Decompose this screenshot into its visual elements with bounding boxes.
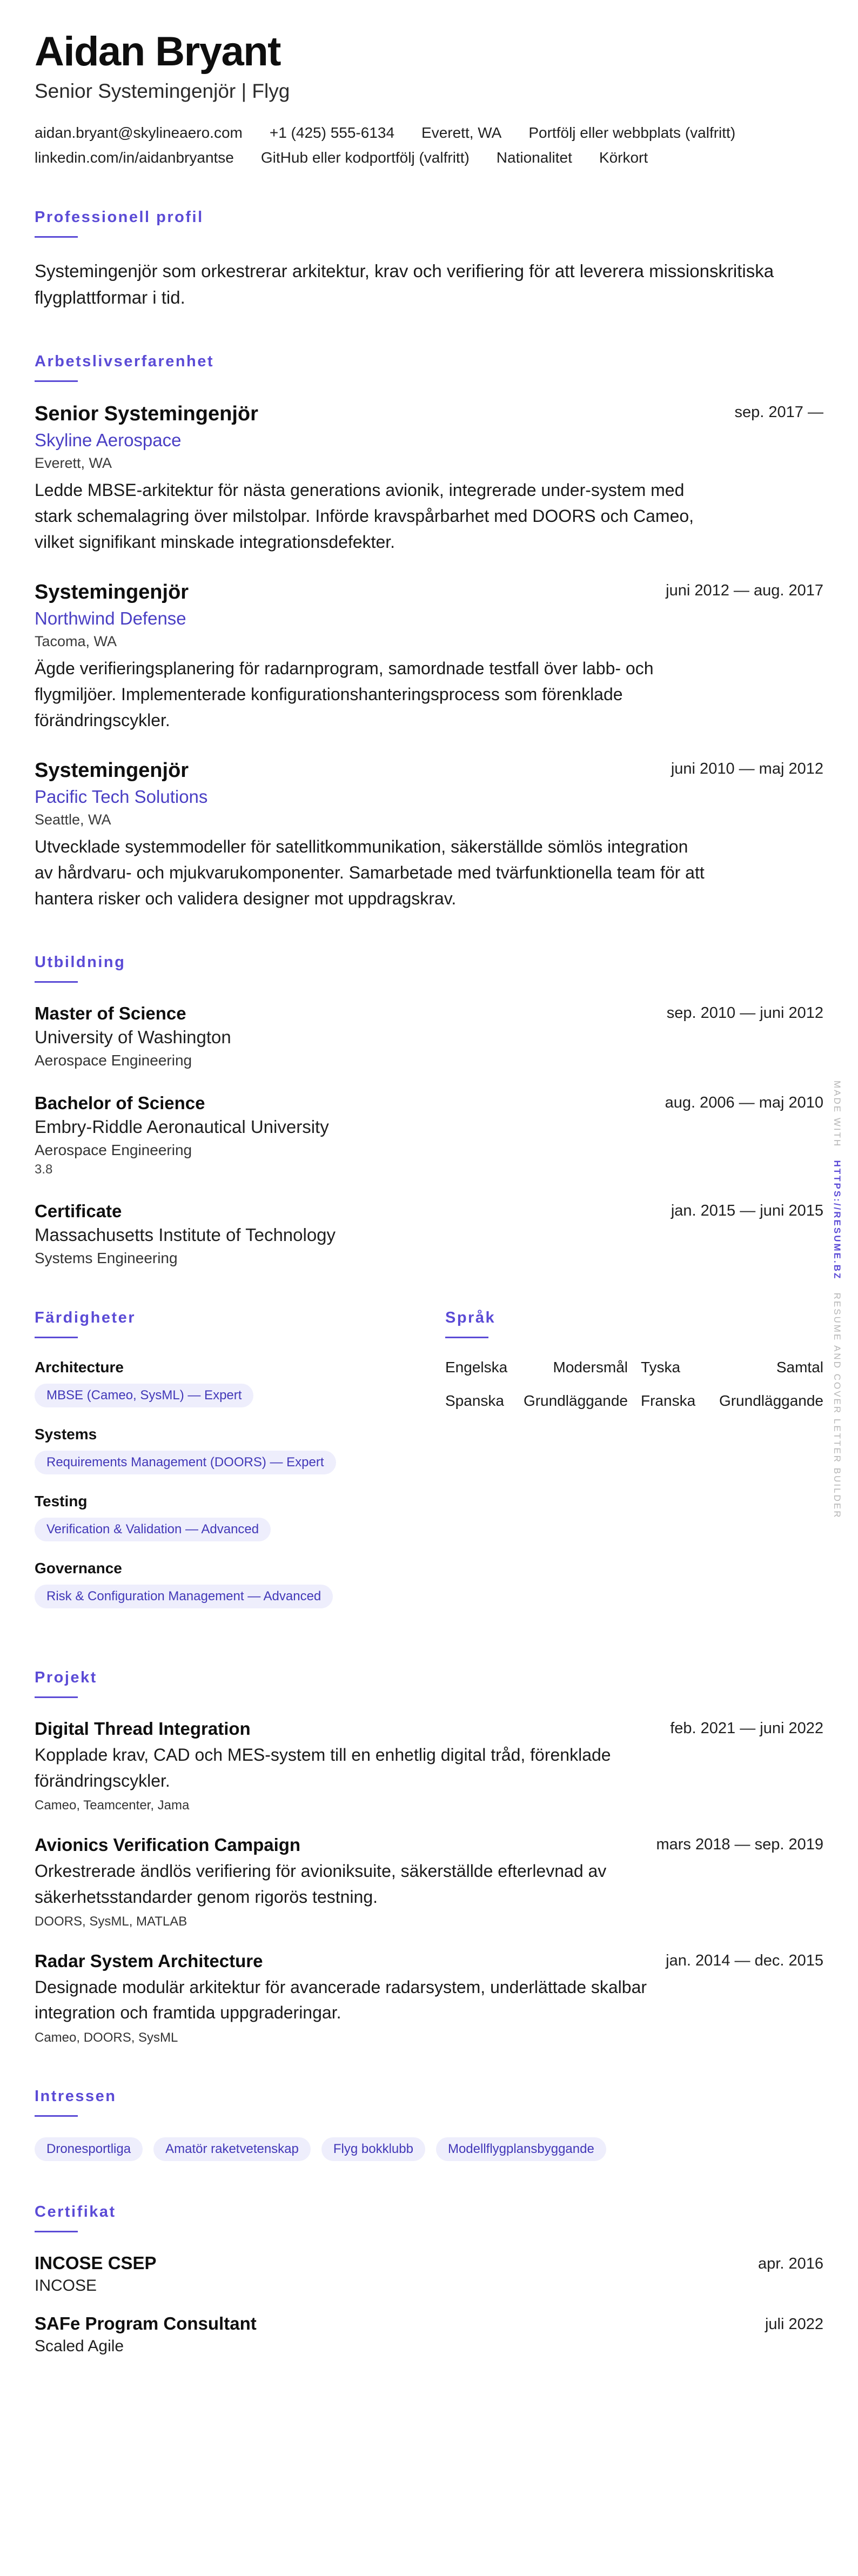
job-company: Northwind Defense [35,608,186,629]
experience-entry [35,581,823,733]
certificate-entry [35,2313,823,2356]
project-keywords: DOORS, SysML, MATLAB [35,1914,187,1929]
school: Embry-Riddle Aeronautical University [35,1117,329,1137]
skill-group [35,1493,445,1541]
project-date: jan. 2014 — dec. 2015 [666,1951,823,1969]
section-rule [35,981,78,983]
project-keywords: Cameo, Teamcenter, Jama [35,1798,190,1813]
section-rule [35,2231,78,2232]
interest-list [35,2137,823,2161]
contact-nationality: Nationalitet [496,149,572,166]
section-title: Projekt [35,1669,97,1687]
certificate-name: INCOSE CSEP [35,2252,157,2273]
section-title: Arbetslivserfarenhet [35,353,215,371]
job-description: Utvecklade systemmodeller för satellitkommunikation, säkerställde sömlös integration av hårdvaru- och mjukvarukomponenter. Samarbetade med tvärfunktionella team för att hantera risker och validera designer mot uppdragskrav. [35,837,705,909]
skill-name: Governance [35,1560,122,1577]
contact-location: Everett, WA [421,124,502,141]
skill-group [35,1426,445,1474]
certificate-date: juli 2022 [765,2315,823,2333]
language-row [445,1359,823,1376]
job-description: Ägde verifieringsplanering för radarnprogram, samordnade testfall över labb- och flygmiljöer. Implementerade konfigurationshanteringsprocess som förenklade förändringscykler. [35,659,654,730]
contact-list [35,124,813,166]
degree: Certificate [35,1201,122,1222]
job-company: Skyline Aerospace [35,430,182,451]
section-rule [35,2115,78,2117]
credit-link[interactable]: HTTPS://RESUME.BZ [832,1160,842,1280]
skill-group [35,1560,445,1608]
languages-section [445,1309,823,1627]
project-name: Avionics Verification Campaign [35,1835,301,1855]
section-title: Professionell profil [35,208,204,226]
certificate-issuer: INCOSE [35,2276,97,2295]
project-name: Radar System Architecture [35,1950,263,1971]
section-title: Språk [445,1309,496,1327]
language-item [641,1392,823,1410]
interest-chip: Dronesportliga [35,2137,143,2161]
study-area: Systems Engineering [35,1250,178,1267]
certificate-name: SAFe Program Consultant [35,2313,257,2333]
education-section [35,954,823,1267]
language-name: Tyska [641,1359,681,1376]
language-name: Franska [641,1392,696,1410]
skill-chip: Verification & Validation — Advanced [35,1518,271,1541]
education-date: aug. 2006 — maj 2010 [665,1094,823,1112]
section-rule [35,236,78,238]
language-row [445,1392,823,1410]
job-date: sep. 2017 — [734,404,823,421]
job-location: Tacoma, WA [35,633,117,650]
section-rule [35,1337,78,1338]
language-name: Engelska [445,1359,508,1376]
job-description: Ledde MBSE-arkitektur för nästa generations avionik, integrerade under-system med stark schemalagring över milstolpar. Införde kravspårbarhet med DOORS och Cameo, vilket signifikant minskade integrationsdefekter. [35,480,694,552]
project-name: Digital Thread Integration [35,1719,251,1739]
job-location: Seattle, WA [35,811,111,828]
builder-credit [832,1081,842,1519]
contact-portfolio[interactable]: Portfölj eller webbplats (valfritt) [528,124,736,141]
certificate-entry [35,2253,823,2295]
skills-section [35,1309,445,1627]
job-title: Systemingenjör [35,581,189,604]
experience-section [35,353,823,911]
interest-chip: Amatör raketvetenskap [153,2137,311,2161]
skill-group [35,1359,445,1407]
degree: Bachelor of Science [35,1093,205,1113]
language-level: Samtal [776,1359,823,1376]
certificates-section [35,2203,823,2356]
section-title: Intressen [35,2087,117,2105]
job-date: juni 2010 — maj 2012 [671,760,823,778]
language-item [641,1359,823,1376]
certificate-issuer: Scaled Agile [35,2337,124,2355]
school: Massachusetts Institute of Technology [35,1225,336,1245]
language-item [445,1359,628,1376]
job-date: juni 2012 — aug. 2017 [666,582,823,600]
interests-section [35,2088,823,2161]
section-title: Färdigheter [35,1309,136,1327]
education-entry [35,1093,823,1177]
credit-prefix: MADE WITH [832,1081,842,1148]
section-title: Utbildning [35,954,126,971]
project-keywords: Cameo, DOORS, SysML [35,2030,178,2045]
contact-license: Körkort [599,149,648,166]
education-entry [35,1201,823,1267]
project-date: feb. 2021 — juni 2022 [670,1720,823,1738]
skill-name: Architecture [35,1359,124,1376]
skill-chip: Risk & Configuration Management — Advanced [35,1585,333,1608]
school: University of Washington [35,1027,231,1048]
education-date: sep. 2010 — juni 2012 [666,1004,823,1022]
certificate-date: apr. 2016 [758,2255,823,2272]
section-title: Certifikat [35,2203,116,2221]
summary-section [35,209,823,311]
job-location: Everett, WA [35,455,112,472]
headline: Senior Systemingenjör | Flyg [35,79,290,102]
contact-linkedin[interactable]: linkedin.com/in/aidanbryantse [35,149,234,166]
skill-chip: MBSE (Cameo, SysML) — Expert [35,1384,253,1407]
project-entry [35,1951,823,2045]
study-area: Aerospace Engineering [35,1052,192,1069]
language-level: Grundläggande [719,1392,823,1410]
contact-email[interactable]: aidan.bryant@skylineaero.com [35,124,243,141]
language-level: Grundläggande [523,1392,628,1410]
project-description: Designade modulär arkitektur för avancerade radarsystem, underlättade skalbar integration och framtida uppgraderingar. [35,1977,647,2023]
contact-github[interactable]: GitHub eller kodportfölj (valfritt) [260,149,470,166]
job-company: Pacific Tech Solutions [35,787,208,807]
interest-chip: Flyg bokklubb [321,2137,425,2161]
skill-name: Systems [35,1426,97,1443]
language-name: Spanska [445,1392,504,1410]
skill-name: Testing [35,1493,88,1510]
interest-chip: Modellflygplansbyggande [436,2137,606,2161]
project-entry [35,1719,823,1813]
degree: Master of Science [35,1003,186,1024]
contact-phone[interactable]: +1 (425) 555-6134 [269,124,395,141]
skill-chip: Requirements Management (DOORS) — Expert [35,1451,336,1474]
experience-entry [35,403,823,555]
resume-page [35,30,823,2374]
section-rule [445,1337,488,1338]
projects-section [35,1669,823,2045]
section-rule [35,1696,78,1698]
skills-languages-row [35,1309,823,1627]
project-description: Kopplade krav, CAD och MES-system till en enhetlig digital tråd, förenklade förändringscykler. [35,1745,611,1790]
language-level: Modersmål [553,1359,628,1376]
summary-text: Systemingenjör som orkestrerar arkitektur, krav och verifiering för att leverera missionskritiska flygplattformar i tid. [35,260,774,307]
study-area: Aerospace Engineering [35,1142,192,1159]
job-title: Systemingenjör [35,759,189,782]
candidate-name: Aidan Bryant [35,29,280,75]
job-title: Senior Systemingenjör [35,403,258,426]
language-item [445,1392,628,1410]
project-entry [35,1835,823,1929]
education-date: jan. 2015 — juni 2015 [671,1202,823,1220]
grade-score: 3.8 [35,1162,53,1177]
credit-suffix: RESUME AND COVER LETTER BUILDER [832,1292,842,1519]
education-entry [35,1003,823,1069]
experience-entry [35,759,823,911]
project-date: mars 2018 — sep. 2019 [656,1836,823,1854]
section-rule [35,380,78,382]
project-description: Orkestrerade ändlös verifiering för avioniksuite, säkerställde efterlevnad av säkerhetsstandarder genom rigorös testning. [35,1861,607,1907]
